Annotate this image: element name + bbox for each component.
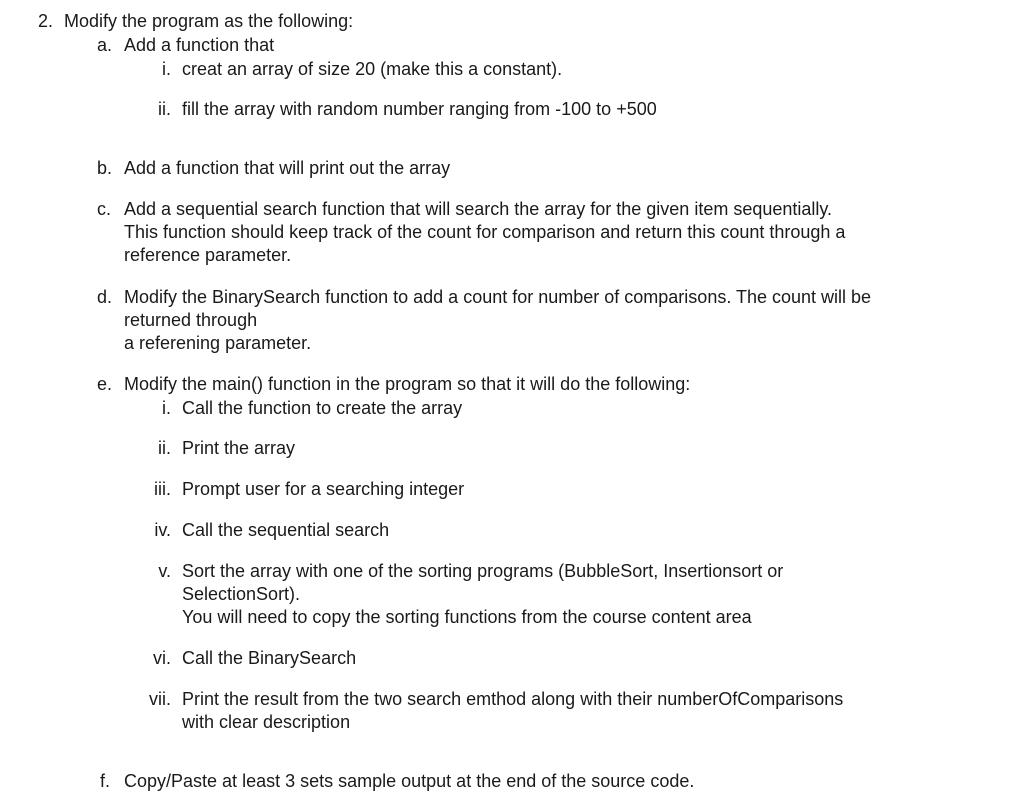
item-c-marker: c. — [97, 199, 112, 219]
item-e-iv-text: Call the sequential search — [182, 520, 390, 540]
item-e-vii-line-1: Print the result from the two search emthod along with their numberOfComparisons — [182, 689, 844, 709]
item-f-text: Copy/Paste at least 3 sets sample output at the end of the source code. — [124, 771, 695, 791]
item-2-marker: 2. — [38, 11, 54, 31]
item-e-v-line-3: You will need to copy the sorting functions from the course content area — [182, 607, 752, 627]
item-e-iii-marker: iii. — [154, 479, 171, 499]
item-d-line-2: returned through — [124, 310, 258, 330]
item-e-marker: e. — [97, 374, 113, 394]
item-e-ii-marker: ii. — [158, 438, 171, 458]
item-b-text: Add a function that will print out the array — [124, 158, 451, 178]
item-a-i-marker: i. — [162, 59, 171, 79]
item-b-marker: b. — [97, 158, 113, 178]
item-e-text: Modify the main() function in the program so that it will do the following: — [124, 374, 691, 394]
item-e-iv-marker: iv. — [154, 520, 171, 540]
item-c-line-2: This function should keep track of the count for comparison and return this count through a — [124, 222, 846, 242]
item-e-vii-marker: vii. — [149, 689, 171, 709]
item-a-ii-marker: ii. — [158, 99, 171, 119]
item-d-marker: d. — [97, 287, 113, 307]
item-e-vi-marker: vi. — [153, 648, 171, 668]
item-2-text: Modify the program as the following: — [64, 11, 354, 31]
item-a-ii-text: fill the array with random number ranging from -100 to +500 — [182, 99, 657, 119]
item-a-text: Add a function that — [124, 35, 275, 55]
item-f-marker: f. — [100, 771, 111, 791]
item-e-i-text: Call the function to create the array — [182, 398, 463, 418]
item-e-i-marker: i. — [162, 398, 171, 418]
item-e-ii-text: Print the array — [182, 438, 296, 458]
item-e-v-line-1: Sort the array with one of the sorting programs (BubbleSort, Insertionsort or — [182, 561, 784, 581]
item-c-line-1: Add a sequential search function that will search the array for the given item sequentially. — [124, 199, 833, 219]
item-e-vii-line-2: with clear description — [182, 712, 351, 732]
item-e-vi-text: Call the BinarySearch — [182, 648, 357, 668]
item-a-i-text: creat an array of size 20 (make this a constant). — [182, 59, 563, 79]
item-d-line-3: a referening parameter. — [124, 333, 312, 353]
item-c-line-3: reference parameter. — [124, 245, 292, 265]
item-e-v-line-2: SelectionSort). — [182, 584, 301, 604]
item-e-v-marker: v. — [158, 561, 171, 581]
item-e-iii-text: Prompt user for a searching integer — [182, 479, 465, 499]
item-a-marker: a. — [97, 35, 113, 55]
item-d-line-1: Modify the BinarySearch function to add a count for number of comparisons. The count will be — [124, 287, 872, 307]
